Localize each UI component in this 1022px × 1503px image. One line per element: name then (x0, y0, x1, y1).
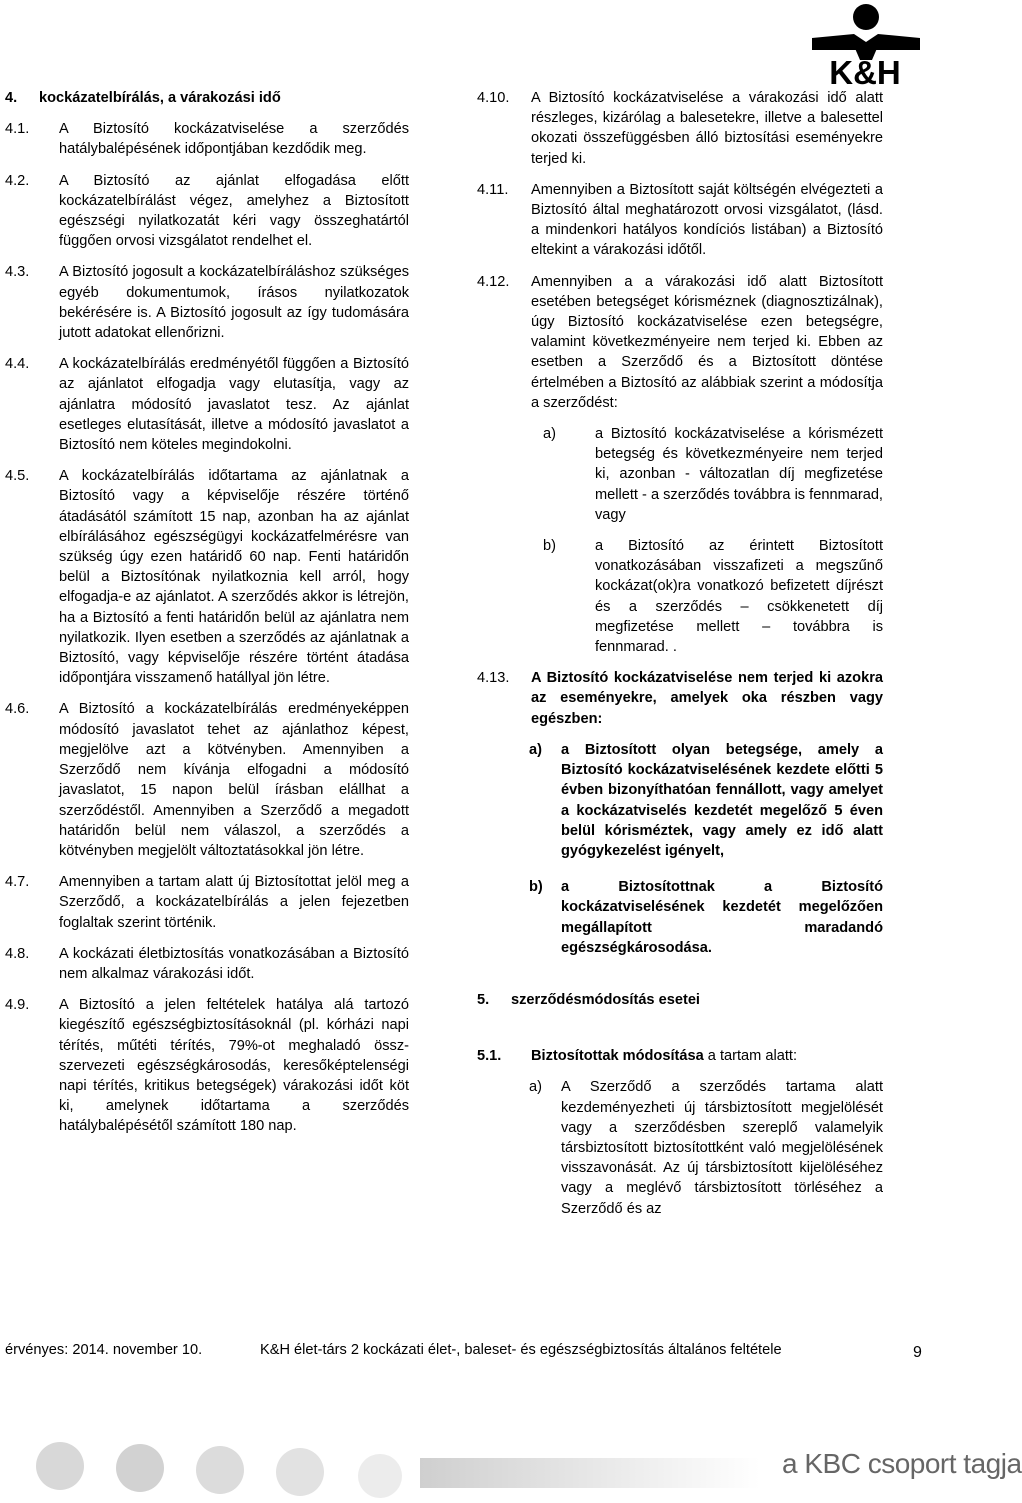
section-number: 4.2. (5, 172, 30, 189)
section-text: A Biztosító az ajánlat elfogadása előtt kockázatelbírálást végez, amelyhez a Biztosított egészségi nyilatkozatát kéri vagy összeghatártól függően orvosi vizsgálatot rendelhet el. (59, 172, 409, 250)
right-column (477, 88, 883, 1219)
list-text: A Szerződő a szerződés tartama alatt kezdeményezheti új társbiztosított megjelölését vagy a szerződésben szereplő valamelyik társbiztosított biztosítottként való megjelölésének visszavonását. Az új társbiztosított kijelöléséhez vagy a meglévő társbiztosított törléséhez a Szerződő és az (561, 1079, 883, 1217)
section-number: 4.9. (5, 997, 30, 1014)
section-title: szerződésmódosítás esetei (511, 991, 700, 1008)
section-text: a tartam alatt: (703, 1048, 797, 1065)
kh-logo-figure (812, 4, 920, 60)
validity-date: érvényes: 2014. november 10. (5, 1342, 203, 1358)
list-marker: b) (529, 879, 543, 896)
section-4-11 (477, 180, 883, 261)
decorative-fade-bar (420, 1458, 760, 1488)
section-4-2 (5, 171, 409, 252)
section-5-1 (477, 1046, 883, 1066)
section-title: kockázatelbírálás, a várakozási idő (39, 90, 281, 106)
section-number: 4. (5, 90, 18, 106)
section-text: A Biztosító kockázatviselése a várakozási idő alatt részleges, kizárólag a balesetekre, illetve a balesettel okozati összefüggésben álló biztosítási eseményekre terjed ki. (531, 90, 883, 167)
list-text: a Biztosított olyan betegsége, amely a Biztosító kockázatviselésének kezdete előtti 5 évben bizonyíthatóan fennállott, vagy amelyet a kockázatviselés kezdetét megelőző 5 éven belül kórisméztek, vagy amely ez idő alatt gyógykezelést igényelt, (561, 741, 883, 859)
section-number: 4.3. (5, 264, 30, 281)
decorative-swirl-icon (358, 1454, 402, 1498)
section-text: A kockázatelbírálás eredményétől függően a Biztosító az ajánlatot elfogadja vagy elutasítja, vagy az ajánlatra módosító javaslatot tesz. Az ajánlat esetleges elutasítását, illetve a módosító javaslatot a Biztosító nem köteles megindokolni. (59, 356, 409, 454)
section-text: A Biztosító kockázatviselése nem terjed ki azokra az eseményekre, amelyek oka részben vagy egészben: (531, 670, 883, 727)
section-number: 4.10. (477, 90, 510, 106)
kh-logo-text: K&H (829, 54, 901, 91)
decorative-swirl-icon (276, 1448, 324, 1496)
section-text: Amennyiben a tartam alatt új Biztosítottat jelöl meg a Szerződő, a kockázatelbírálás a jelen fejezetben foglaltak szerint történik. (59, 874, 409, 931)
section-text: A kockázati életbiztosítás vonatkozásában a Biztosító nem alkalmaz várakozási időt. (59, 945, 409, 982)
section-4-3 (5, 262, 409, 343)
section-text: A Biztosító a jelen feltételek hatálya alá tartozó kiegészítő egészségbiztosításoknál (pl. kórházi napi térítés, műtéti térítés, 79%-ot meghaladó össz-szervezeti egészségkárosodás, keresőképtelenségi napi térítés, kritikus betegségek) várakozási időt köt ki, amelynek időtartama a szerződés hatálybalépésétől számított 180 nap. (59, 997, 409, 1135)
section-number: 4.8. (5, 945, 30, 962)
kh-logo (808, 2, 922, 91)
section-text: Amennyiben a a várakozási idő alatt Biztosított esetében betegséget kórisméznek (diagnosztizálnak), úgy Biztosító kockázatviselése ezen betegségre, valamint következményeire nem terjed ki. Ebben az esetben a Szerződő és a Biztosított döntése értelmében a Biztosító az alábbiak szerint a módosítja a szerződést: (531, 273, 883, 411)
decorative-swirl-icon (116, 1444, 164, 1492)
section-number: 4.13. (477, 670, 510, 687)
section-number: 4.12. (477, 273, 510, 290)
kbc-group-tagline: a KBC csoport tagja (782, 1448, 1022, 1479)
list-item-4-12-b (543, 536, 883, 657)
list-item-5-1-a (529, 1077, 883, 1218)
section-text: A kockázatelbírálás időtartama az ajánlatnak a Biztosító vagy a képviselője részére történő átadásától számított 15 nap, azonban ha az ajánlat elbírálásához egészségügyi kockázatfelmérésre van szükség úgy ezen határidő 60 nap. Fenti határidőn belül a Biztosítónak nyilatkoznia kell arról, hogy elfogadja-e az ajánlatot. A szerződés akkor is létrejön, ha a Biztosító a fenti határidőn belül az ajánlatra nem nyilatkozik. Ilyen esetben a szerződés az ajánlatnak a Biztosító, vagy képviselője részére történt átadása időpontjára visszamenő hatállyal jön létre. (59, 468, 409, 687)
section-4-1 (5, 119, 409, 159)
section-4-9 (5, 995, 409, 1136)
section-4-10 (477, 88, 883, 169)
section-text: A Biztosító kockázatviselése a szerződés hatálybalépésének időpontjában kezdődik meg. (59, 121, 409, 158)
list-item-4-12-a (543, 424, 883, 525)
section-4-12 (477, 272, 883, 413)
section-4-5 (5, 466, 409, 688)
list-marker: b) (543, 538, 556, 555)
section-4-4 (5, 354, 409, 455)
section-number: 5.1. (477, 1048, 502, 1065)
list-item-4-13-a (529, 740, 883, 861)
page-number: 9 (913, 1344, 922, 1361)
section-number: 4.7. (5, 874, 30, 891)
section-heading-4 (5, 88, 409, 108)
section-4-6 (5, 699, 409, 861)
list-text: a Biztosító az érintett Biztosított vonatkozásában visszafizeti a megszűnő kockázat(ok)ra vonatkozó befizetett díjrészt és a szerződés – csökkenetett díj megfizetése mellett – továbbra is fennmarad. . (595, 538, 883, 656)
product-title: K&H élet-társ 2 kockázati élet-, baleset- és egészségbiztosítás általános feltétele (260, 1342, 782, 1358)
section-number: 5. (477, 991, 490, 1008)
section-text: A Biztosító a kockázatelbírálás eredményeképpen módosító javaslatot tehet az ajánlathoz képest, megjelölve azt a kötvényben. Amennyiben a Szerződő nem kívánja elfogadni a módosító javaslatot, 15 napon belül írásban elállhat a szerződéstől. Amennyiben a Szerződő a megadott határidőn belül nem válaszol, a szerződés a kötvényben megjelölt változtatásokkal jön létre. (59, 701, 409, 859)
list-item-4-13-b (529, 877, 883, 958)
section-number: 4.11. (477, 181, 509, 198)
section-4-7 (5, 872, 409, 933)
decorative-swirl-icon (36, 1442, 84, 1490)
section-heading-5 (477, 990, 883, 1010)
section-number: 4.4. (5, 356, 30, 373)
list-marker: a) (529, 1079, 542, 1096)
decorative-swirl-icon (196, 1446, 244, 1494)
list-marker: a) (529, 741, 542, 758)
list-text: a Biztosítottnak a Biztosító kockázatviselésének kezdetét megelőzően megállapított maradandó egészségkárosodása. (561, 879, 883, 956)
left-column (5, 88, 409, 1137)
section-4-13 (477, 668, 883, 729)
section-number: 4.5. (5, 468, 30, 485)
section-text: A Biztosító jogosult a kockázatelbíráláshoz szükséges egyéb dokumentumok, írásos nyilatkozatok bekérésére is. A Biztosító jogosult az így tudomására jutott adatokat ellenőrizni. (59, 264, 409, 342)
list-marker: a) (543, 426, 556, 443)
section-number: 4.6. (5, 701, 30, 718)
list-text: a Biztosító kockázatviselése a kórismézett betegség és következményeire nem terjed ki, azonban - változatlan díj megfizetése mellett - a szerződés továbbra is fennmarad, vagy (595, 426, 883, 523)
section-text: Amennyiben a Biztosított saját költségén elvégezteti a Biztosító által meghatározott orvosi vizsgálatot, (lásd. a mindenkori hatályos kondíciós listában) a Biztosító eltekint a várakozási időtől. (531, 181, 883, 259)
section-title: Biztosítottak módosítása (531, 1048, 704, 1065)
section-number: 4.1. (5, 121, 30, 138)
section-4-8 (5, 944, 409, 984)
